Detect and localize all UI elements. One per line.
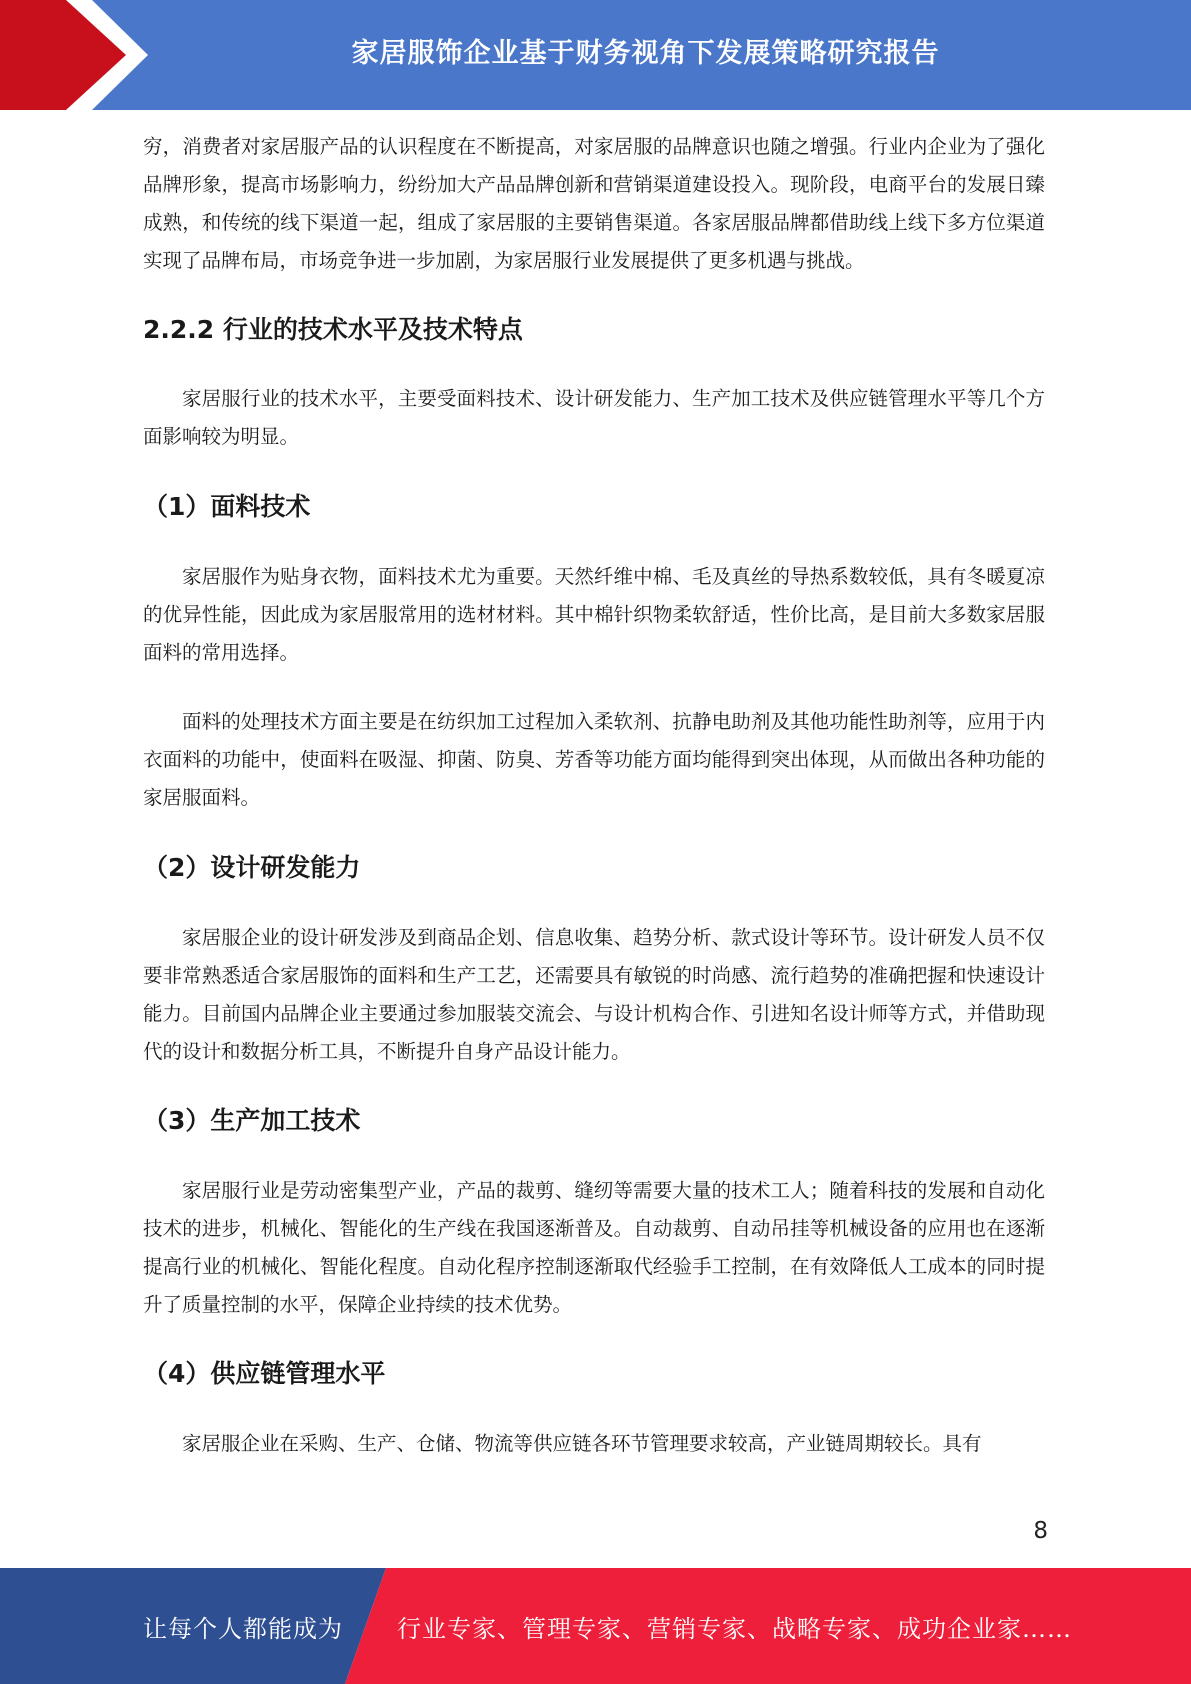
document-body bbox=[143, 128, 1045, 1463]
paragraph-design: 家居服企业的设计研发涉及到商品企划、信息收集、趋势分析、款式设计等环节。设计研发人员不仅要非常熟悉适合家居服饰的面料和生产工艺，还需要具有敏锐的时尚感、流行趋势的准确把握和快速设计能力。目前国内品牌企业主要通过参加服装交流会、与设计机构合作、引进知名设计师等方式，并借助现代的设计和数据分析工具，不断提升自身产品设计能力。 bbox=[143, 926, 1045, 1063]
paragraph-fabric-1: 家居服作为贴身衣物，面料技术尤为重要。天然纤维中棉、毛及真丝的导热系数较低，具有冬暖夏凉的优异性能，因此成为家居服常用的选材材料。其中棉针织物柔软舒适，性价比高，是目前大多数家居服面料的常用选择。 bbox=[143, 565, 1045, 664]
subheading-design-rnd: （2）设计研发能力 bbox=[143, 853, 361, 882]
paragraph-fabric-2: 面料的处理技术方面主要是在纺织加工过程加入柔软剂、抗静电助剂及其他功能性助剂等，应用于内衣面料的功能中，使面料在吸湿、抑菌、防臭、芳香等功能方面均能得到突出体现，从而做出各种功能的家居服面料。 bbox=[143, 710, 1045, 809]
paragraph-intro: 家居服行业的技术水平，主要受面料技术、设计研发能力、生产加工技术及供应链管理水平等几个方面影响较为明显。 bbox=[143, 387, 1045, 448]
footer-slogan-right: 行业专家、管理专家、营销专家、战略专家、成功企业家…… bbox=[397, 1614, 1072, 1643]
page-number: 8 bbox=[1033, 1518, 1048, 1544]
section-heading-2-2-2: 2.2.2 行业的技术水平及技术特点 bbox=[143, 315, 523, 344]
subheading-fabric-technology: （1）面料技术 bbox=[143, 492, 311, 521]
subheading-supply-chain: （4）供应链管理水平 bbox=[143, 1359, 386, 1388]
header-title: 家居服饰企业基于财务视角下发展策略研究报告 bbox=[351, 37, 940, 69]
page-footer bbox=[0, 1568, 1191, 1684]
subheading-production: （3）生产加工技术 bbox=[143, 1106, 361, 1135]
page-header bbox=[0, 0, 1191, 110]
paragraph-production: 家居服行业是劳动密集型产业，产品的裁剪、缝纫等需要大量的技术工人；随着科技的发展和自动化技术的进步，机械化、智能化的生产线在我国逐渐普及。自动裁剪、自动吊挂等机械设备的应用也在逐渐提高行业的机械化、智能化程度。自动化程序控制逐渐取代经验手工控制，在有效降低人工成本的同时提升了质量控制的水平，保障企业持续的技术优势。 bbox=[143, 1179, 1045, 1316]
paragraph-supply-chain: 家居服企业在采购、生产、仓储、物流等供应链各环节管理要求较高，产业链周期较长。具有 bbox=[182, 1432, 982, 1455]
footer-slogan-left: 让每个人都能成为 bbox=[143, 1614, 343, 1643]
paragraph-continued: 穷，消费者对家居服产品的认识程度在不断提高，对家居服的品牌意识也随之增强。行业内企业为了强化品牌形象，提高市场影响力，纷纷加大产品品牌创新和营销渠道建设投入。现阶段，电商平台的发展日臻成熟，和传统的线下渠道一起，组成了家居服的主要销售渠道。各家居服品牌都借助线上线下多方位渠道实现了品牌布局，市场竞争进一步加剧，为家居服行业发展提供了更多机遇与挑战。 bbox=[143, 135, 1045, 272]
